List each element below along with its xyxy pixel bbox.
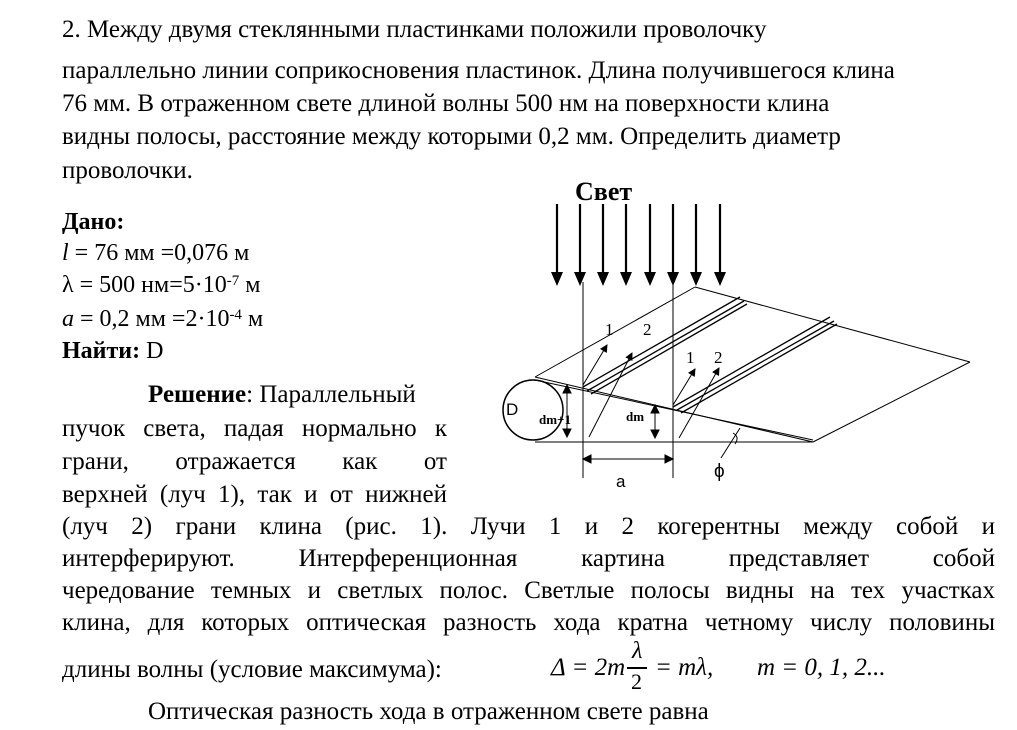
label-dm: dm xyxy=(626,409,645,424)
given-l xyxy=(62,237,249,269)
distance-a-arrow-right xyxy=(665,455,673,463)
solution-line-9: длины волны (условие максимума): xyxy=(62,656,442,683)
arrowhead-8 xyxy=(714,272,726,286)
formula-condition: m = 0, 1, 2... xyxy=(757,654,886,681)
ray-2-left xyxy=(589,353,632,437)
label-a: a xyxy=(616,472,626,491)
arrowhead-5 xyxy=(644,272,656,286)
upper-plate-left-edge xyxy=(535,287,695,377)
label-ray-2-left: 2 xyxy=(643,320,652,339)
find-line xyxy=(62,335,163,367)
light-arrows xyxy=(557,204,720,278)
find-label: Найти: xyxy=(62,338,141,364)
given-l-symbol: l xyxy=(62,240,69,266)
ray-1-right xyxy=(673,369,695,405)
given-a-symbol: a xyxy=(62,306,74,332)
stripe-1-top xyxy=(583,297,740,387)
figure-title: Свет xyxy=(575,177,633,206)
given-lambda xyxy=(62,269,260,301)
dm1-arrowhead-down xyxy=(563,429,571,437)
formula-rhs: = mλ, xyxy=(655,654,714,681)
solution-line-5: (луч 2) грани клина (рис. 1). Лучи 1 и 2 когерентны между собой и xyxy=(62,513,995,540)
given-a-exponent: -4 xyxy=(229,307,242,323)
problem-line-3: 76 мм. В отраженном свете длиной волны 500 нм на поверхности клина xyxy=(62,90,830,117)
solution-heading: Решение xyxy=(148,381,247,408)
stripe-2-mid xyxy=(677,321,834,410)
problem-line-4: видны полосы, расстояние между которыми 0,2 мм. Определить диаметр xyxy=(62,123,841,150)
right-edge xyxy=(813,362,970,442)
upper-plate-back-edge xyxy=(695,287,970,362)
dm-arrowhead-down xyxy=(651,430,659,438)
arrowhead-7 xyxy=(690,272,702,286)
ray-1-left xyxy=(583,345,607,385)
stripe-2-bottom xyxy=(681,324,837,413)
arrowhead-3 xyxy=(597,272,609,286)
given-a xyxy=(62,303,263,335)
formula-denominator: 2 xyxy=(631,669,642,694)
wedge-line xyxy=(535,380,813,440)
given-l-value: = 76 мм =0,076 м xyxy=(68,240,250,266)
wedge-figure xyxy=(495,172,1005,497)
given-lambda-exponent: -7 xyxy=(226,273,240,289)
label-ray-1-left: 1 xyxy=(605,320,614,339)
solution-line-2: пучок света, падая нормально к xyxy=(62,415,447,442)
given-lambda-unit: м xyxy=(239,272,261,298)
solution-line-7: чередование темных и светлых полос. Светлые полосы видны на тех участках xyxy=(62,577,995,604)
distance-a-arrow-left xyxy=(583,455,591,463)
label-dm1: dm+1 xyxy=(539,412,571,427)
stripe-1-bottom xyxy=(591,304,747,394)
given-a-value: = 0,2 мм =2·10 xyxy=(74,306,230,332)
arrowhead-4 xyxy=(620,272,632,286)
angle-pointer xyxy=(721,428,740,458)
formula-lhs: Δ = 2m xyxy=(551,654,626,681)
problem-line-5: проволочки. xyxy=(62,157,193,184)
solution-line-1 xyxy=(148,379,416,411)
solution-line-3: грани, отражается как от xyxy=(62,448,447,475)
solution-line-8: клина, для которых оптическая разность хода кратна четному числу половины xyxy=(62,609,995,636)
label-d: D xyxy=(506,400,519,419)
stripe-1-mid xyxy=(587,301,744,391)
problem-line-2: параллельно линии соприкосновения пластинок. Длина получившегося клина xyxy=(62,57,895,84)
solution-line-1-rest: : Параллельный xyxy=(246,381,416,408)
ray-2-right xyxy=(679,368,719,438)
light-arrowheads xyxy=(551,272,726,286)
given-lambda-value: λ = 500 нм=5·10 xyxy=(62,272,227,298)
given-a-unit: м xyxy=(241,306,264,332)
arrowhead-2 xyxy=(574,272,586,286)
find-value: D xyxy=(140,338,164,364)
label-ray-1-right: 1 xyxy=(686,348,695,367)
stripe-2-top xyxy=(673,317,830,407)
arrowhead-1 xyxy=(551,272,563,286)
label-phi: ϕ xyxy=(714,461,725,482)
given-heading: Дано: xyxy=(62,209,125,235)
solution-line-4: верхней (луч 1), так и от нижней xyxy=(62,481,447,508)
problem-line-1: 2. Между двумя стеклянными пластинками положили проволочку xyxy=(62,16,767,43)
solution-line-10: Оптическая разность хода в отраженном свете равна xyxy=(148,698,709,725)
label-ray-2-right: 2 xyxy=(714,348,723,367)
formula-numerator: λ xyxy=(632,638,643,664)
solution-line-6: интерферируют. Интерференционная картина представляет собой xyxy=(62,545,995,572)
